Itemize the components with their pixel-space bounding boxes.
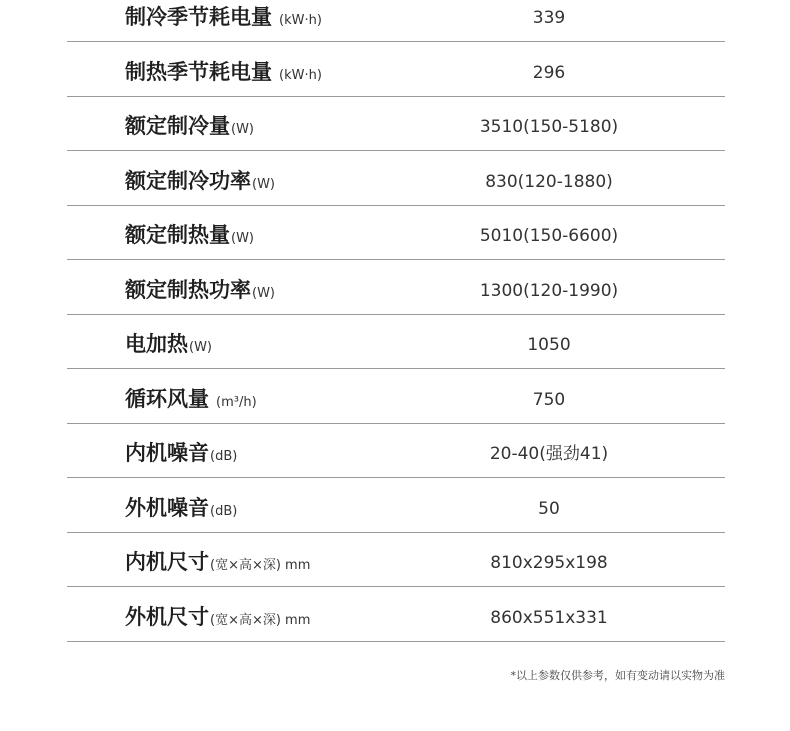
spec-unit: (W) xyxy=(252,176,275,192)
spec-value: 296 xyxy=(532,62,566,83)
spec-label xyxy=(125,386,257,411)
spec-label-text: 电加热 xyxy=(125,332,188,356)
spec-value: 810x295x198 xyxy=(490,553,608,573)
spec-label-text: 制冷季节耗电量 xyxy=(125,5,272,29)
spec-unit: (dB) xyxy=(210,449,238,464)
spec-label xyxy=(125,552,310,573)
spec-label xyxy=(125,604,311,629)
spec-value: 860x551x331 xyxy=(490,607,608,628)
spec-value: 50 xyxy=(538,498,560,519)
spec-value: 830(120-1880) xyxy=(485,171,613,192)
spec-row-rated-cooling-power xyxy=(67,151,725,206)
spec-row-seasonal-heating-consumption xyxy=(67,42,725,97)
spec-label xyxy=(125,7,322,28)
spec-unit: (宽×高×深) mm xyxy=(210,612,311,628)
spec-row-electric-heating xyxy=(67,315,725,370)
spec-row-rated-cooling-capacity xyxy=(67,97,725,152)
spec-label-text: 制热季节耗电量 xyxy=(125,59,272,84)
spec-value: 339 xyxy=(532,8,566,28)
spec-unit: (m³/h) xyxy=(216,394,257,410)
spec-unit: (W) xyxy=(189,340,212,355)
spec-row-rated-heating-capacity xyxy=(67,206,725,261)
spec-row-rated-heating-power xyxy=(67,260,725,315)
spec-value: 5010(150-6600) xyxy=(479,226,619,246)
spec-label-text: 外机尺寸 xyxy=(125,604,209,629)
spec-row-indoor-noise xyxy=(67,424,725,479)
spec-label xyxy=(125,334,212,355)
spec-unit: (dB) xyxy=(210,503,238,519)
spec-label-text: 内机噪音 xyxy=(125,441,209,465)
spec-label xyxy=(125,277,275,302)
spec-value: 1050 xyxy=(527,335,571,355)
spec-row-seasonal-cooling-consumption xyxy=(67,0,725,42)
spec-unit: (W) xyxy=(252,285,275,301)
spec-row-air-circulation xyxy=(67,369,725,424)
spec-label xyxy=(125,59,322,84)
spec-unit: (W) xyxy=(231,122,254,137)
spec-table xyxy=(67,0,725,642)
spec-label xyxy=(125,225,254,246)
disclaimer-footnote: *以上参数仅供参考，如有变动请以实物为准 xyxy=(510,669,725,682)
spec-unit: (kW·h) xyxy=(279,13,322,28)
spec-label-text: 外机噪音 xyxy=(125,495,209,520)
spec-row-indoor-dimensions xyxy=(67,533,725,588)
spec-label xyxy=(125,495,238,520)
spec-label xyxy=(125,116,254,137)
spec-row-outdoor-dimensions xyxy=(67,587,725,642)
spec-value: 3510(150-5180) xyxy=(479,117,619,137)
spec-value: 1300(120-1990) xyxy=(479,280,619,301)
spec-unit: (kW·h) xyxy=(279,67,322,83)
spec-value: 20-40(强劲41) xyxy=(489,444,609,464)
spec-label-text: 内机尺寸 xyxy=(125,550,209,574)
spec-label-text: 额定制冷功率 xyxy=(125,168,251,193)
spec-label xyxy=(125,168,275,193)
spec-label-text: 循环风量 xyxy=(125,386,209,411)
spec-label xyxy=(125,443,237,464)
spec-label-text: 额定制热量 xyxy=(125,223,230,247)
spec-label-text: 额定制冷量 xyxy=(125,114,230,138)
spec-unit: (宽×高×深) mm xyxy=(210,558,311,573)
spec-label-text: 额定制热功率 xyxy=(125,277,251,302)
spec-unit: (W) xyxy=(231,231,254,246)
spec-value: 750 xyxy=(532,389,566,410)
spec-row-outdoor-noise xyxy=(67,478,725,533)
